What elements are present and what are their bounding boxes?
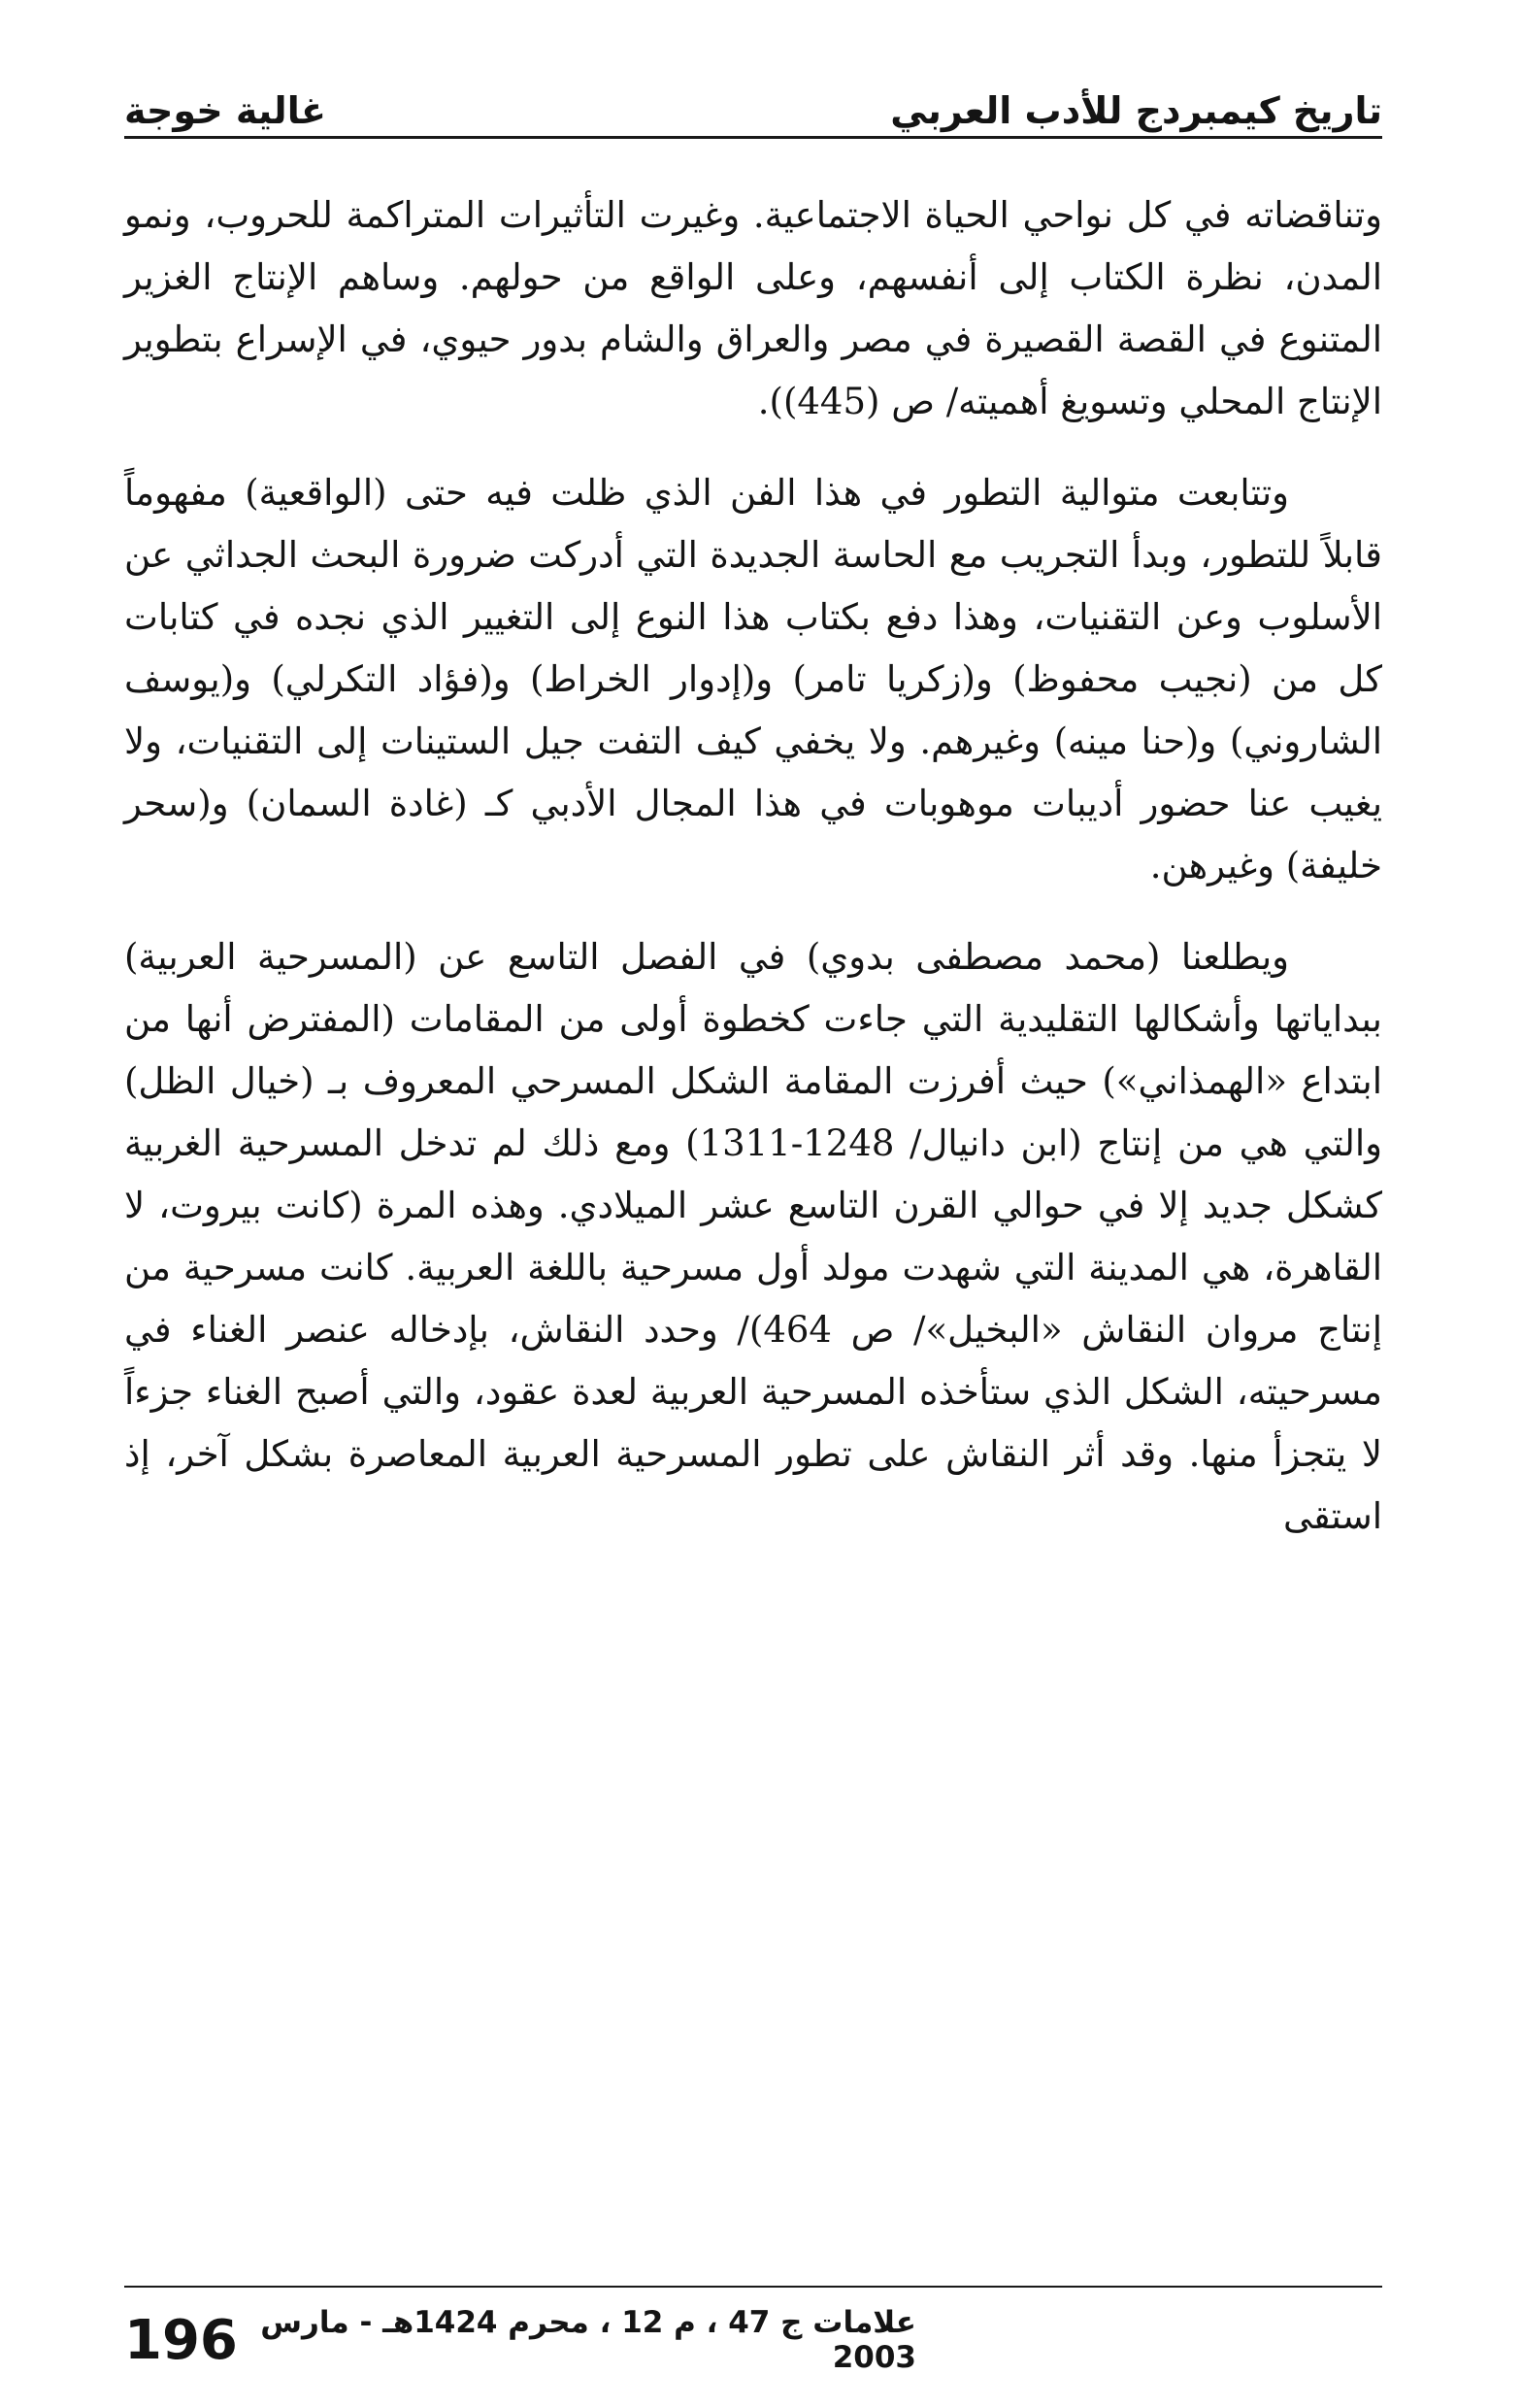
paragraph: ويطلعنا (محمد مصطفى بدوي) في الفصل التاسع عن (المسرحية العربية) ببداياتها وأشكالها التقليدية التي جاءت كخطوة أولى من المقامات (المفترض أنها من ابتداع «الهمذاني») حيث أفرزت المقامة الشكل المسرحي المعروف بـ (خيال الظل) والتي هي من إنتاج (ابن دانيال/ 1248-1311) ومع ذلك لم تدخل المسرحية الغربية كشكل جديد إلا في حوالي القرن التاسع عشر الميلادي. وهذه المرة (كانت بيروت، لا القاهرة، هي المدينة التي شهدت مولد أول مسرحية باللغة العربية. كانت مسرحية من إنتاج مروان النقاش «البخيل»/ ص 464)/ وحدد النقاش، بإدخاله عنصر الغناء في مسرحيته، الشكل الذي ستأخذه المسرحية العربية لعدة عقود، والتي أصبح الغناء جزءاً لا يتجزأ منها. وقد أثر النقاش على تطور المسرحية العربية المعاصرة بشكل آخر، إذ استقى: [124, 936, 1383, 1537]
paragraph: وتناقضاته في كل نواحي الحياة الاجتماعية. وغيرت التأثيرات المتراكمة للحروب، ونمو المدن، نظرة الكتاب إلى أنفسهم، وعلى الواقع من حولهم. وساهم الإنتاج الغزير المتنوع في القصة القصيرة في مصر والعراق والشام بدور حيوي، في الإسراع بتطوير الإنتاج المحلي وتسويغ أهميته/ ص (445)).: [124, 194, 1382, 422]
footer-rule: [124, 2286, 1382, 2288]
body-text: [124, 184, 1382, 1577]
book-title: تاريخ كيمبردج للأدب العربي: [890, 89, 1382, 133]
paragraph: وتتابعت متوالية التطور في هذا الفن الذي ظلت فيه حتى (الواقعية) مفهوماً قابلاً للتطور، وبدأ التجريب مع الحاسة الجديدة التي أدركت ضرورة البحث الجداثي عن الأسلوب وعن التقنيات، وهذا دفع بكتاب هذا النوع إلى التغيير الذي نجده في كتابات كل من (نجيب محفوظ) و(زكريا تامر) و(إدوار الخراط) و(فؤاد التكرلي) و(يوسف الشاروني) و(حنا مينه) وغيرهم. ولا يخفي كيف التفت جيل الستينات إلى التقنيات، ولا يغيب عنا حضور أديبات موهوبات في هذا المجال الأدبي كـ (غادة السمان) و(سحر خليفة) وغيرهن.: [124, 472, 1382, 886]
page-number: 196: [124, 2308, 238, 2372]
author-name: غالية خوجة: [124, 89, 326, 133]
running-footer: [124, 2301, 1382, 2379]
header-rule: [124, 136, 1382, 139]
journal-issue-info: علامات ج 47 ، م 12 ، محرم 1424هـ - مارس 2003: [260, 2305, 916, 2375]
running-header: [124, 60, 1382, 134]
